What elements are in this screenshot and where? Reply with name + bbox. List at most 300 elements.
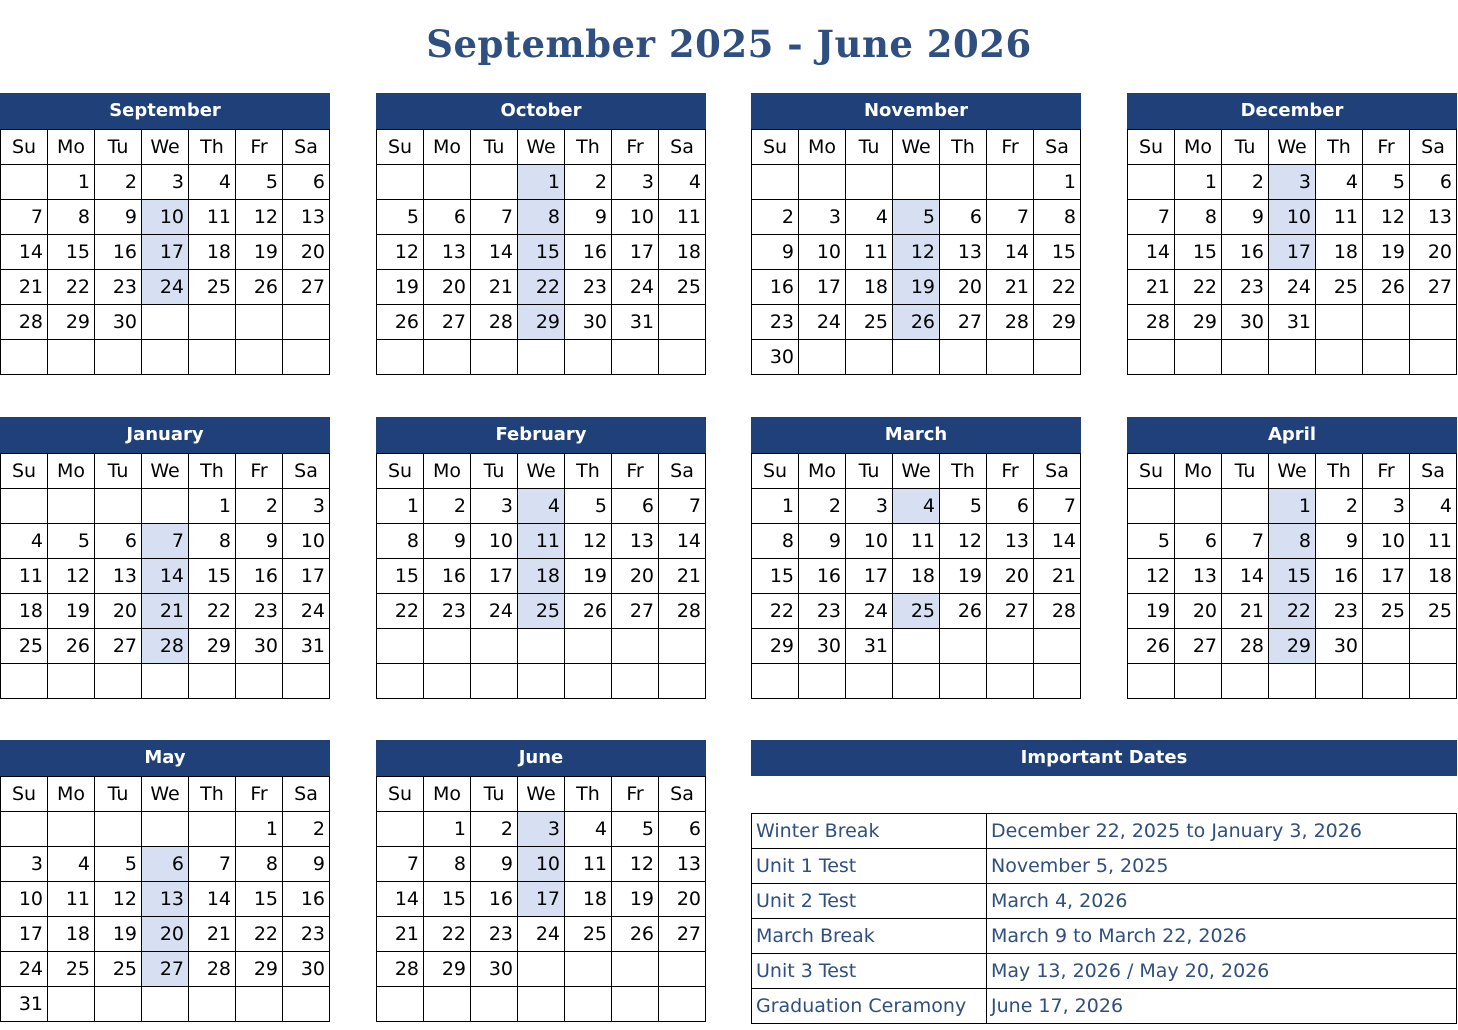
day-cell: 3 bbox=[1, 847, 48, 882]
week-row bbox=[1, 305, 330, 340]
weekday-label: Sa bbox=[1034, 130, 1081, 165]
empty-cell bbox=[48, 812, 95, 847]
week-row bbox=[377, 847, 706, 882]
month-name: April bbox=[1127, 417, 1457, 453]
day-cell: 27 bbox=[987, 594, 1034, 629]
week-row bbox=[377, 629, 706, 664]
day-cell: 12 bbox=[893, 235, 940, 270]
week-row bbox=[377, 917, 706, 952]
day-cell: 10 bbox=[283, 524, 330, 559]
day-cell: 17 bbox=[142, 235, 189, 270]
day-cell: 15 bbox=[518, 235, 565, 270]
empty-cell bbox=[377, 629, 424, 664]
weekday-label: We bbox=[142, 454, 189, 489]
day-cell: 6 bbox=[612, 489, 659, 524]
day-cell: 28 bbox=[377, 952, 424, 987]
day-cell: 25 bbox=[1316, 270, 1363, 305]
week-row bbox=[752, 200, 1081, 235]
day-cell: 23 bbox=[752, 305, 799, 340]
empty-cell bbox=[518, 629, 565, 664]
day-cell: 12 bbox=[1128, 559, 1175, 594]
weekday-label: Sa bbox=[659, 130, 706, 165]
day-cell: 16 bbox=[1316, 559, 1363, 594]
day-cell: 7 bbox=[471, 200, 518, 235]
day-cell: 24 bbox=[283, 594, 330, 629]
day-cell: 16 bbox=[799, 559, 846, 594]
month-april bbox=[1127, 417, 1457, 699]
month-january bbox=[0, 417, 330, 699]
empty-cell bbox=[189, 340, 236, 375]
day-cell: 16 bbox=[283, 882, 330, 917]
day-cell: 27 bbox=[1175, 629, 1222, 664]
weekday-label: Su bbox=[1, 454, 48, 489]
weekday-label: Fr bbox=[1363, 454, 1410, 489]
week-row bbox=[1, 664, 330, 699]
page-title: September 2025 - June 2026 bbox=[426, 22, 1032, 66]
empty-cell bbox=[1222, 340, 1269, 375]
day-cell: 15 bbox=[189, 559, 236, 594]
month-name: February bbox=[376, 417, 706, 453]
day-cell: 19 bbox=[236, 235, 283, 270]
week-row bbox=[1128, 524, 1457, 559]
day-cell: 11 bbox=[1316, 200, 1363, 235]
day-cell: 15 bbox=[1175, 235, 1222, 270]
weekday-label: Su bbox=[377, 130, 424, 165]
empty-cell bbox=[1363, 305, 1410, 340]
empty-cell bbox=[799, 340, 846, 375]
day-cell: 25 bbox=[95, 952, 142, 987]
empty-cell bbox=[95, 340, 142, 375]
empty-cell bbox=[799, 664, 846, 699]
empty-cell bbox=[518, 664, 565, 699]
day-cell: 17 bbox=[1363, 559, 1410, 594]
day-cell: 21 bbox=[471, 270, 518, 305]
empty-cell bbox=[142, 987, 189, 1022]
day-cell: 24 bbox=[1, 952, 48, 987]
important-date-row bbox=[752, 814, 1457, 849]
empty-cell bbox=[1175, 664, 1222, 699]
day-cell: 29 bbox=[236, 952, 283, 987]
day-cell: 4 bbox=[1, 524, 48, 559]
day-cell: 1 bbox=[424, 812, 471, 847]
weekday-label: Tu bbox=[471, 777, 518, 812]
empty-cell bbox=[612, 952, 659, 987]
empty-cell bbox=[1, 664, 48, 699]
day-cell: 17 bbox=[518, 882, 565, 917]
important-date-row bbox=[752, 989, 1457, 1024]
day-cell: 18 bbox=[846, 270, 893, 305]
day-cell: 23 bbox=[1222, 270, 1269, 305]
empty-cell bbox=[95, 987, 142, 1022]
weekday-label: Fr bbox=[236, 130, 283, 165]
day-cell: 2 bbox=[424, 489, 471, 524]
day-cell: 12 bbox=[612, 847, 659, 882]
weekday-label: Su bbox=[752, 454, 799, 489]
weekday-label: We bbox=[893, 454, 940, 489]
day-cell: 14 bbox=[1034, 524, 1081, 559]
day-cell: 6 bbox=[142, 847, 189, 882]
weekday-label: Tu bbox=[846, 454, 893, 489]
empty-cell bbox=[940, 629, 987, 664]
day-cell: 21 bbox=[1222, 594, 1269, 629]
month-name: November bbox=[751, 93, 1081, 129]
empty-cell bbox=[846, 165, 893, 200]
weekday-label: We bbox=[893, 130, 940, 165]
week-row bbox=[752, 629, 1081, 664]
day-cell: 20 bbox=[940, 270, 987, 305]
day-cell: 14 bbox=[1128, 235, 1175, 270]
day-cell: 8 bbox=[752, 524, 799, 559]
day-cell: 11 bbox=[565, 847, 612, 882]
day-cell: 19 bbox=[612, 882, 659, 917]
day-cell: 11 bbox=[659, 200, 706, 235]
weekday-label: Su bbox=[1128, 454, 1175, 489]
empty-cell bbox=[377, 340, 424, 375]
week-row bbox=[1128, 340, 1457, 375]
week-row bbox=[377, 305, 706, 340]
day-cell: 19 bbox=[95, 917, 142, 952]
day-cell: 19 bbox=[377, 270, 424, 305]
week-row bbox=[1, 559, 330, 594]
day-cell: 10 bbox=[142, 200, 189, 235]
weekday-label: Fr bbox=[612, 130, 659, 165]
day-cell: 13 bbox=[283, 200, 330, 235]
empty-cell bbox=[893, 165, 940, 200]
day-cell: 4 bbox=[1410, 489, 1457, 524]
day-cell: 23 bbox=[424, 594, 471, 629]
month-november bbox=[751, 93, 1081, 375]
day-cell: 2 bbox=[471, 812, 518, 847]
empty-cell bbox=[612, 340, 659, 375]
weekday-label: Th bbox=[189, 777, 236, 812]
empty-cell bbox=[1128, 489, 1175, 524]
month-table bbox=[376, 776, 706, 1022]
empty-cell bbox=[940, 165, 987, 200]
empty-cell bbox=[565, 987, 612, 1022]
day-cell: 18 bbox=[659, 235, 706, 270]
day-cell: 27 bbox=[283, 270, 330, 305]
day-cell: 28 bbox=[471, 305, 518, 340]
week-row bbox=[377, 952, 706, 987]
day-cell: 5 bbox=[1128, 524, 1175, 559]
important-date-row bbox=[752, 954, 1457, 989]
day-cell: 23 bbox=[236, 594, 283, 629]
day-cell: 21 bbox=[987, 270, 1034, 305]
day-cell: 31 bbox=[283, 629, 330, 664]
day-cell: 18 bbox=[518, 559, 565, 594]
week-row bbox=[1128, 629, 1457, 664]
day-cell: 6 bbox=[424, 200, 471, 235]
day-cell: 26 bbox=[1363, 270, 1410, 305]
day-cell: 19 bbox=[565, 559, 612, 594]
day-cell: 10 bbox=[1269, 200, 1316, 235]
week-row bbox=[377, 340, 706, 375]
empty-cell bbox=[1410, 629, 1457, 664]
week-row bbox=[1128, 270, 1457, 305]
week-row bbox=[1, 165, 330, 200]
week-row bbox=[752, 559, 1081, 594]
week-row bbox=[752, 664, 1081, 699]
day-cell: 5 bbox=[893, 200, 940, 235]
empty-cell bbox=[846, 340, 893, 375]
day-cell: 21 bbox=[377, 917, 424, 952]
empty-cell bbox=[424, 987, 471, 1022]
day-cell: 26 bbox=[565, 594, 612, 629]
day-cell: 4 bbox=[659, 165, 706, 200]
day-cell: 7 bbox=[659, 489, 706, 524]
day-cell: 2 bbox=[95, 165, 142, 200]
day-cell: 6 bbox=[940, 200, 987, 235]
empty-cell bbox=[940, 664, 987, 699]
week-row bbox=[377, 200, 706, 235]
day-cell: 13 bbox=[940, 235, 987, 270]
day-cell: 17 bbox=[612, 235, 659, 270]
empty-cell bbox=[1034, 340, 1081, 375]
day-cell: 5 bbox=[377, 200, 424, 235]
day-cell: 9 bbox=[752, 235, 799, 270]
week-row bbox=[377, 664, 706, 699]
weekday-label: Mo bbox=[48, 454, 95, 489]
day-cell: 28 bbox=[1128, 305, 1175, 340]
weekday-label: Fr bbox=[612, 777, 659, 812]
month-december bbox=[1127, 93, 1457, 375]
weekday-label: Mo bbox=[424, 130, 471, 165]
empty-cell bbox=[893, 664, 940, 699]
weekday-label: Sa bbox=[283, 777, 330, 812]
empty-cell bbox=[95, 489, 142, 524]
weekday-label: Mo bbox=[48, 130, 95, 165]
day-cell: 30 bbox=[1222, 305, 1269, 340]
day-cell: 25 bbox=[518, 594, 565, 629]
empty-cell bbox=[142, 305, 189, 340]
event-date: June 17, 2026 bbox=[987, 989, 1457, 1024]
day-cell: 14 bbox=[142, 559, 189, 594]
day-cell: 11 bbox=[846, 235, 893, 270]
empty-cell bbox=[659, 305, 706, 340]
day-cell: 31 bbox=[1269, 305, 1316, 340]
weekday-label: We bbox=[518, 130, 565, 165]
day-cell: 2 bbox=[283, 812, 330, 847]
month-table bbox=[376, 453, 706, 699]
day-cell: 13 bbox=[612, 524, 659, 559]
empty-cell bbox=[377, 664, 424, 699]
important-date-row bbox=[752, 884, 1457, 919]
day-cell: 14 bbox=[987, 235, 1034, 270]
empty-cell bbox=[1222, 489, 1269, 524]
important-dates-heading: Important Dates bbox=[751, 740, 1457, 776]
day-cell: 18 bbox=[1316, 235, 1363, 270]
week-row bbox=[752, 305, 1081, 340]
empty-cell bbox=[377, 812, 424, 847]
day-cell: 30 bbox=[1316, 629, 1363, 664]
day-cell: 15 bbox=[236, 882, 283, 917]
day-cell: 12 bbox=[565, 524, 612, 559]
day-cell: 28 bbox=[189, 952, 236, 987]
weekday-label: Su bbox=[1128, 130, 1175, 165]
event-date: May 13, 2026 / May 20, 2026 bbox=[987, 954, 1457, 989]
day-cell: 8 bbox=[377, 524, 424, 559]
weekday-label: Th bbox=[940, 130, 987, 165]
day-cell: 25 bbox=[189, 270, 236, 305]
day-cell: 14 bbox=[1222, 559, 1269, 594]
day-cell: 3 bbox=[846, 489, 893, 524]
day-cell: 28 bbox=[1222, 629, 1269, 664]
weekday-label: Sa bbox=[283, 130, 330, 165]
day-cell: 3 bbox=[1269, 165, 1316, 200]
empty-cell bbox=[48, 664, 95, 699]
day-cell: 26 bbox=[48, 629, 95, 664]
weekday-label: Tu bbox=[846, 130, 893, 165]
empty-cell bbox=[236, 987, 283, 1022]
day-cell: 25 bbox=[846, 305, 893, 340]
weekday-label: Su bbox=[377, 777, 424, 812]
day-cell: 25 bbox=[893, 594, 940, 629]
day-cell: 15 bbox=[1269, 559, 1316, 594]
day-cell: 14 bbox=[659, 524, 706, 559]
week-row bbox=[377, 812, 706, 847]
empty-cell bbox=[565, 629, 612, 664]
important-dates-table bbox=[751, 813, 1457, 1024]
empty-cell bbox=[142, 812, 189, 847]
day-cell: 23 bbox=[95, 270, 142, 305]
week-row bbox=[1, 270, 330, 305]
month-name: January bbox=[0, 417, 330, 453]
day-cell: 24 bbox=[142, 270, 189, 305]
day-cell: 3 bbox=[799, 200, 846, 235]
day-cell: 29 bbox=[1269, 629, 1316, 664]
day-cell: 30 bbox=[752, 340, 799, 375]
empty-cell bbox=[283, 305, 330, 340]
week-row bbox=[752, 340, 1081, 375]
day-cell: 17 bbox=[1, 917, 48, 952]
month-table bbox=[1127, 129, 1457, 375]
weekday-label: Sa bbox=[283, 454, 330, 489]
day-cell: 6 bbox=[987, 489, 1034, 524]
empty-cell bbox=[1128, 340, 1175, 375]
day-cell: 26 bbox=[893, 305, 940, 340]
empty-cell bbox=[1269, 340, 1316, 375]
day-cell: 17 bbox=[1269, 235, 1316, 270]
day-cell: 20 bbox=[659, 882, 706, 917]
day-cell: 11 bbox=[1410, 524, 1457, 559]
day-cell: 9 bbox=[799, 524, 846, 559]
day-cell: 5 bbox=[612, 812, 659, 847]
weekday-label: Sa bbox=[659, 777, 706, 812]
empty-cell bbox=[1, 340, 48, 375]
day-cell: 14 bbox=[377, 882, 424, 917]
empty-cell bbox=[189, 812, 236, 847]
week-row bbox=[1, 917, 330, 952]
weekday-label: Tu bbox=[1222, 454, 1269, 489]
day-cell: 11 bbox=[518, 524, 565, 559]
day-cell: 7 bbox=[1222, 524, 1269, 559]
day-cell: 7 bbox=[1128, 200, 1175, 235]
day-cell: 6 bbox=[95, 524, 142, 559]
event-name: Unit 2 Test bbox=[752, 884, 987, 919]
empty-cell bbox=[189, 664, 236, 699]
day-cell: 3 bbox=[518, 812, 565, 847]
empty-cell bbox=[846, 664, 893, 699]
empty-cell bbox=[377, 987, 424, 1022]
day-cell: 17 bbox=[471, 559, 518, 594]
empty-cell bbox=[471, 664, 518, 699]
empty-cell bbox=[142, 664, 189, 699]
day-cell: 23 bbox=[799, 594, 846, 629]
day-cell: 9 bbox=[1316, 524, 1363, 559]
day-cell: 3 bbox=[612, 165, 659, 200]
weekday-label: We bbox=[142, 130, 189, 165]
empty-cell bbox=[1363, 340, 1410, 375]
day-cell: 5 bbox=[1363, 165, 1410, 200]
day-cell: 27 bbox=[424, 305, 471, 340]
week-row bbox=[752, 594, 1081, 629]
day-cell: 21 bbox=[659, 559, 706, 594]
weekday-label: Mo bbox=[799, 130, 846, 165]
day-cell: 26 bbox=[236, 270, 283, 305]
week-row bbox=[377, 235, 706, 270]
week-row bbox=[377, 987, 706, 1022]
day-cell: 13 bbox=[1410, 200, 1457, 235]
empty-cell bbox=[95, 812, 142, 847]
day-cell: 14 bbox=[471, 235, 518, 270]
day-cell: 8 bbox=[189, 524, 236, 559]
empty-cell bbox=[48, 489, 95, 524]
day-cell: 29 bbox=[1034, 305, 1081, 340]
day-cell: 23 bbox=[471, 917, 518, 952]
week-row bbox=[377, 489, 706, 524]
empty-cell bbox=[189, 305, 236, 340]
day-cell: 16 bbox=[471, 882, 518, 917]
weekday-label: Tu bbox=[471, 454, 518, 489]
day-cell: 5 bbox=[236, 165, 283, 200]
month-table bbox=[751, 453, 1081, 699]
day-cell: 25 bbox=[1, 629, 48, 664]
empty-cell bbox=[565, 664, 612, 699]
empty-cell bbox=[518, 952, 565, 987]
day-cell: 14 bbox=[189, 882, 236, 917]
day-cell: 16 bbox=[565, 235, 612, 270]
empty-cell bbox=[1034, 629, 1081, 664]
day-cell: 16 bbox=[236, 559, 283, 594]
weekday-label: Fr bbox=[236, 777, 283, 812]
month-name: December bbox=[1127, 93, 1457, 129]
week-row bbox=[1, 340, 330, 375]
day-cell: 8 bbox=[236, 847, 283, 882]
day-cell: 8 bbox=[1269, 524, 1316, 559]
day-cell: 21 bbox=[189, 917, 236, 952]
day-cell: 13 bbox=[95, 559, 142, 594]
day-cell: 5 bbox=[940, 489, 987, 524]
empty-cell bbox=[752, 664, 799, 699]
day-cell: 16 bbox=[95, 235, 142, 270]
day-cell: 11 bbox=[893, 524, 940, 559]
empty-cell bbox=[1363, 664, 1410, 699]
week-row bbox=[1, 594, 330, 629]
day-cell: 23 bbox=[565, 270, 612, 305]
day-cell: 18 bbox=[1410, 559, 1457, 594]
day-cell: 17 bbox=[283, 559, 330, 594]
day-cell: 27 bbox=[940, 305, 987, 340]
weekday-label: Tu bbox=[95, 454, 142, 489]
week-row bbox=[1128, 235, 1457, 270]
day-cell: 30 bbox=[565, 305, 612, 340]
day-cell: 24 bbox=[846, 594, 893, 629]
day-cell: 22 bbox=[518, 270, 565, 305]
week-row bbox=[1128, 305, 1457, 340]
day-cell: 10 bbox=[799, 235, 846, 270]
event-date: March 4, 2026 bbox=[987, 884, 1457, 919]
empty-cell bbox=[471, 165, 518, 200]
